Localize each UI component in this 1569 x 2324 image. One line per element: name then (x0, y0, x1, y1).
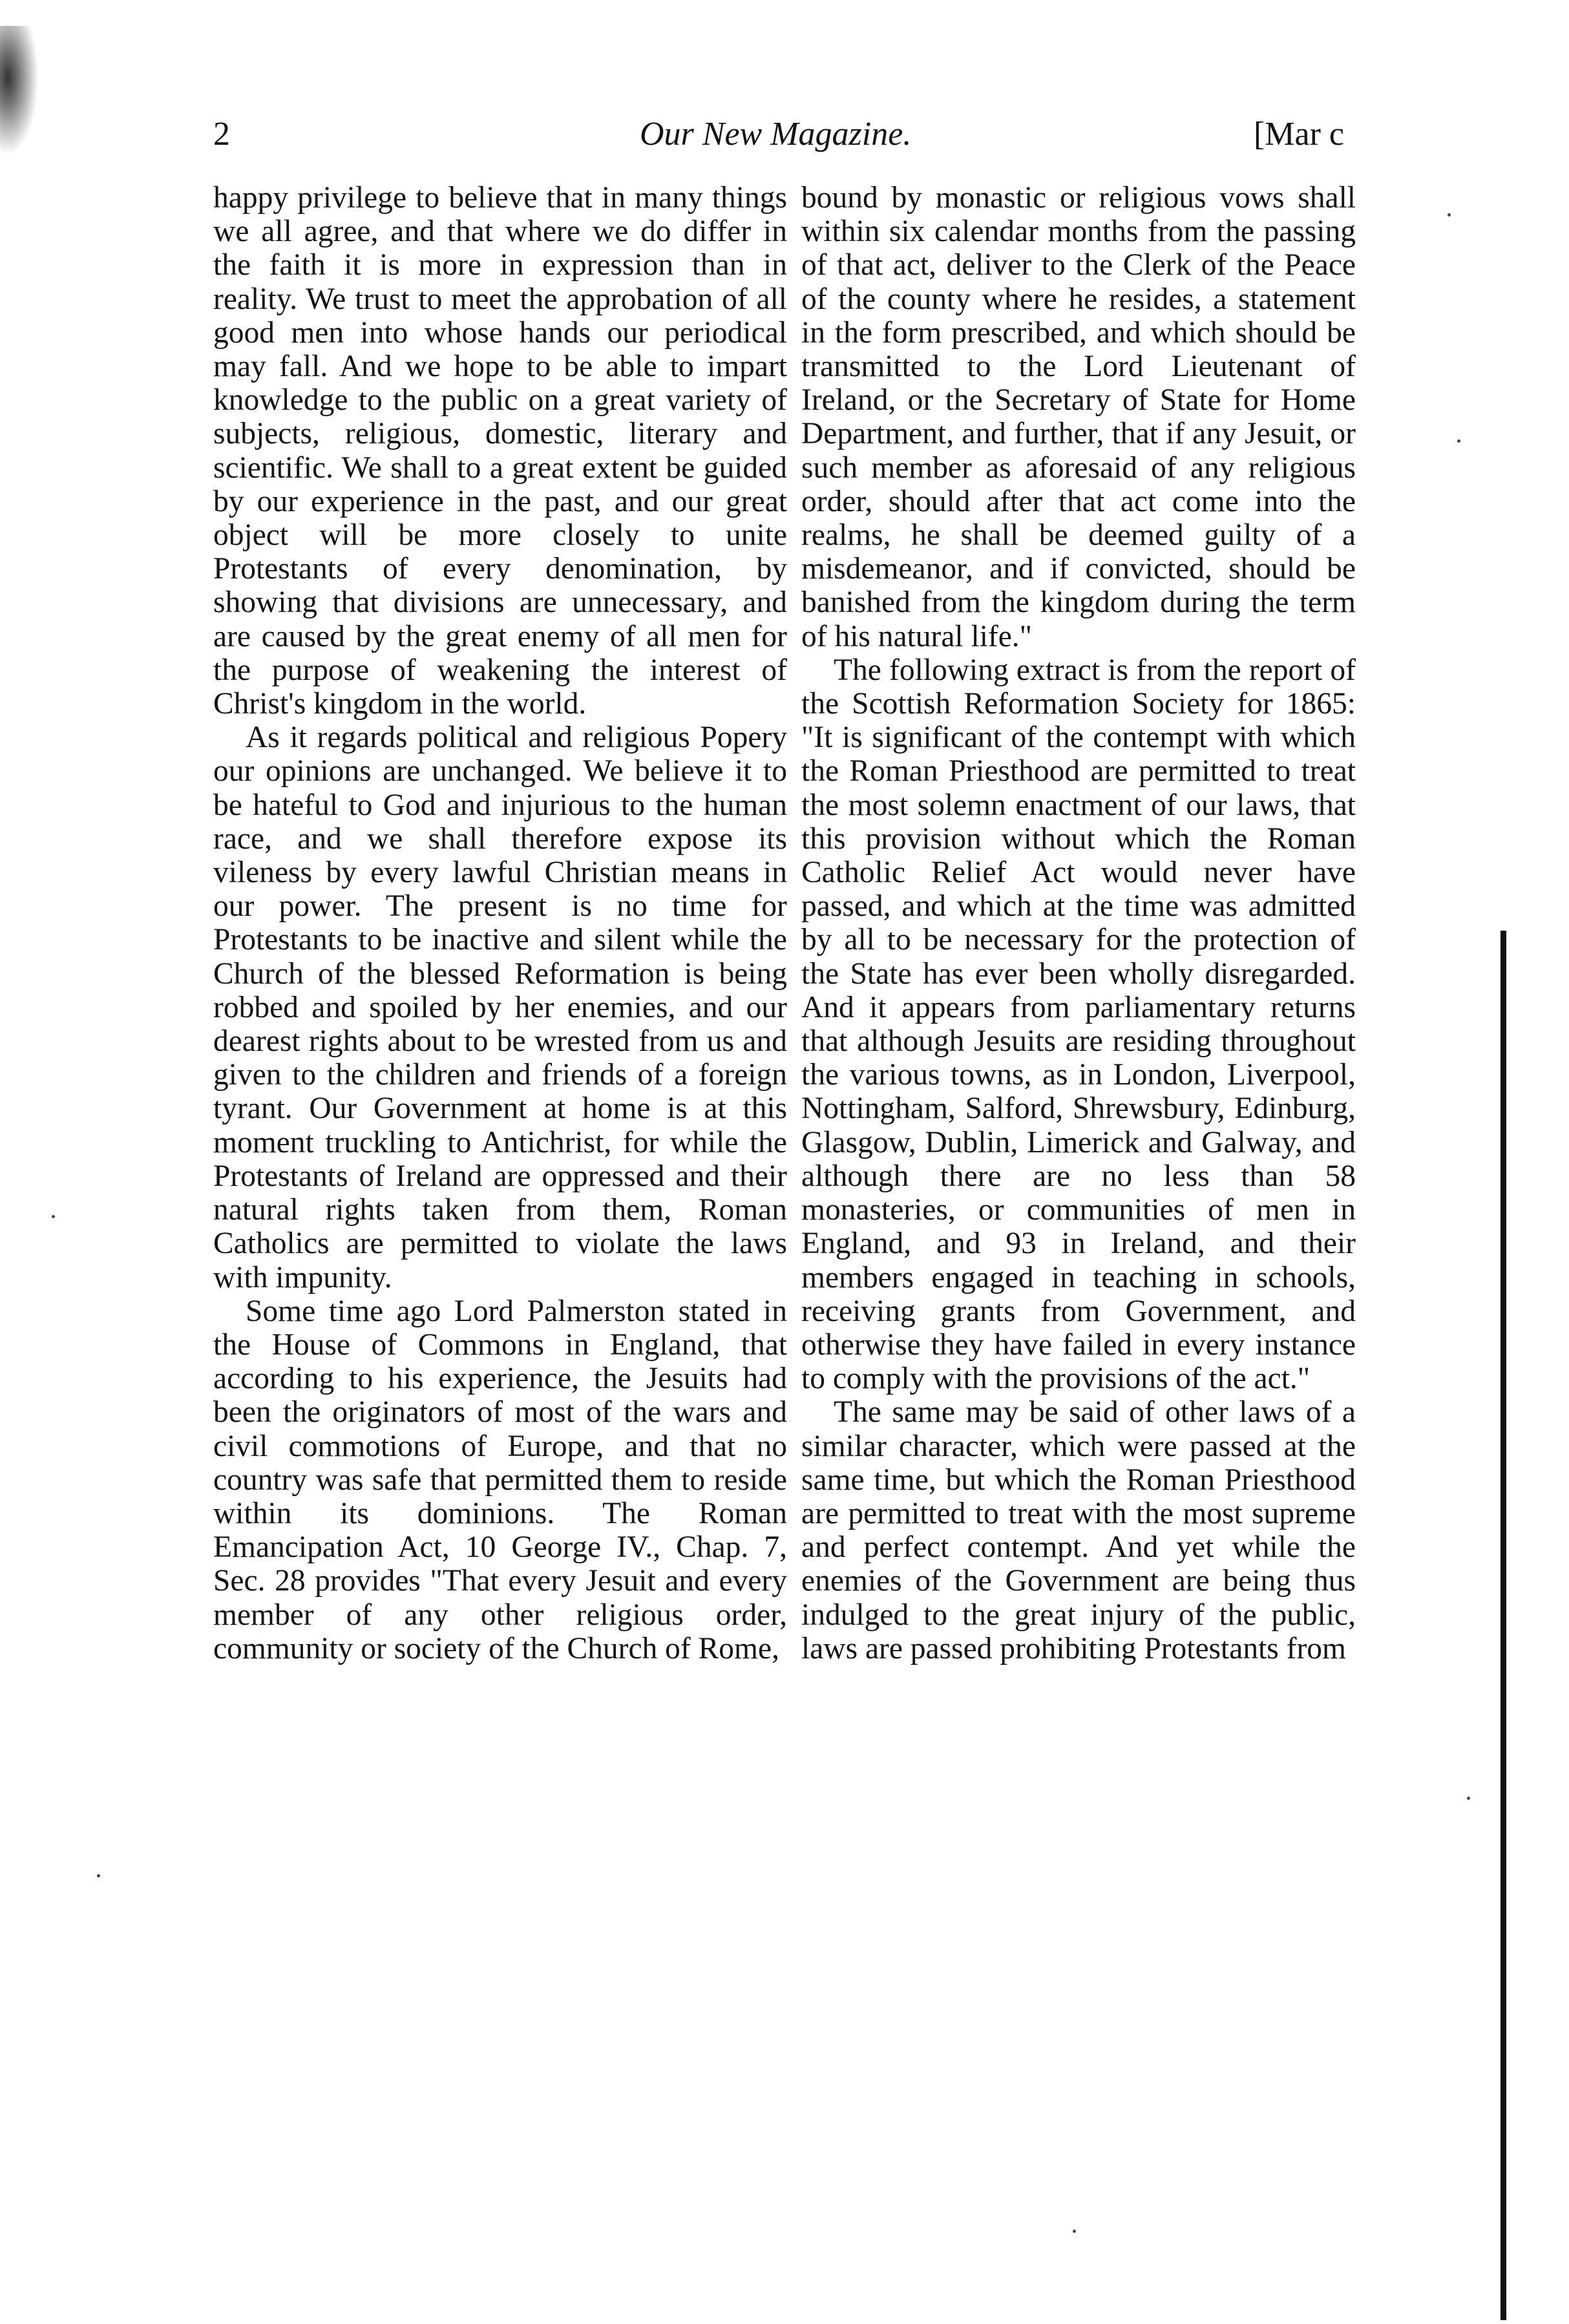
running-title: Our New Magazine. (640, 116, 912, 153)
page-header (213, 109, 1344, 160)
scan-speck (1073, 2230, 1076, 2233)
paragraph: The following extract is from the report of the Scottish Reformation Society for 1865: "It is significant of the contempt with which the Roman Priesthood are permitted to treat the most solemn enactment of our laws, that this provision without which the Roman Catholic Relief Act would never have passed, and which at the time was admitted by all to be necessary for the protection of the State has ever been wholly disregarded. And it appears from parliamentary returns that although Jesuits are residing throughout the various towns, as in London, Liverpool, Nottingham, Salford, Shrewsbury, Edinburg, Glasgow, Dublin, Limerick and Galway, and although there are no less than 58 monasteries, or communities of men in England, and 93 in Ireland, and their members engaged in teaching in schools, receiving grants from Government, and otherwise they have failed in every instance to comply with the provisions of the act." (801, 653, 1356, 1396)
right-column (801, 181, 1356, 2068)
scan-smudge (0, 26, 39, 155)
scan-speck (97, 1874, 100, 1877)
paragraph: The same may be said of other laws of a similar character, which were passed at the same time, but which the Roman Priesthood are permitted to treat with the most supreme and perfect contempt. And yet while the enemies of the Government are being thus indulged to the great injury of the public, laws are passed prohibiting Protestants from (801, 1395, 1356, 1665)
left-column (213, 181, 787, 2068)
scan-speck (1457, 439, 1460, 443)
scan-speck (1467, 1797, 1470, 1800)
scan-speck (1448, 213, 1451, 217)
paragraph: As it regards political and religious Popery our opinions are unchanged. We believe it to be hateful to God and injurious to the human race, and we shall therefore expose its vileness by every lawful Christian means in our power. The present is no time for Protestants to be inactive and silent while the Church of the blessed Reformation is being robbed and spoiled by her enemies, and our dearest rights about to be wrested from us and given to the children and friends of a foreign tyrant. Our Government at home is at this moment truckling to Antichrist, for while the Protestants of Ireland are oppressed and their natural rights taken from them, Roman Catholics are permitted to violate the laws with impunity. (213, 721, 787, 1294)
issue-date: [Mar c (1253, 116, 1344, 153)
paragraph: bound by monastic or religious vows shall within six calendar months from the passing of that act, deliver to the Clerk of the Peace of the county where he resides, a statement in the form prescribed, and which should be transmitted to the Lord Lieutenant of Ireland, or the Secretary of State for Home Department, and further, that if any Jesuit, or such member as aforesaid of any religious order, should after that act come into the realms, he shall be deemed guilty of a misdemeanor, and if convicted, should be banished from the kingdom during the term of his natural life." (801, 181, 1356, 653)
paragraph: Some time ago Lord Palmerston stated in the House of Commons in England, that according to his experience, the Jesuits had been the originators of most of the wars and civil commotions of Europe, and that no country was safe that permitted them to reside within its dominions. The Roman Emancipation Act, 10 George IV., Chap. 7, Sec. 28 provides "That every Jesuit and every member of any other religious order, community or society of the Church of Rome, (213, 1294, 787, 1665)
binding-edge-rule (1501, 931, 1506, 2320)
page-number: 2 (213, 116, 230, 153)
scan-speck (52, 1215, 55, 1218)
paragraph: happy privilege to believe that in many things we all agree, and that where we do differ in the faith it is more in expression than in reality. We trust to meet the approbation of all good men into whose hands our periodical may fall. And we hope to be able to impart knowledge to the public on a great variety of subjects, religious, domestic, literary and scientific. We shall to a great extent be guided by our experience in the past, and our great object will be more closely to unite Protestants of every denomination, by showing that divisions are unnecessary, and are caused by the great enemy of all men for the purpose of weakening the interest of Christ's kingdom in the world. (213, 181, 787, 721)
